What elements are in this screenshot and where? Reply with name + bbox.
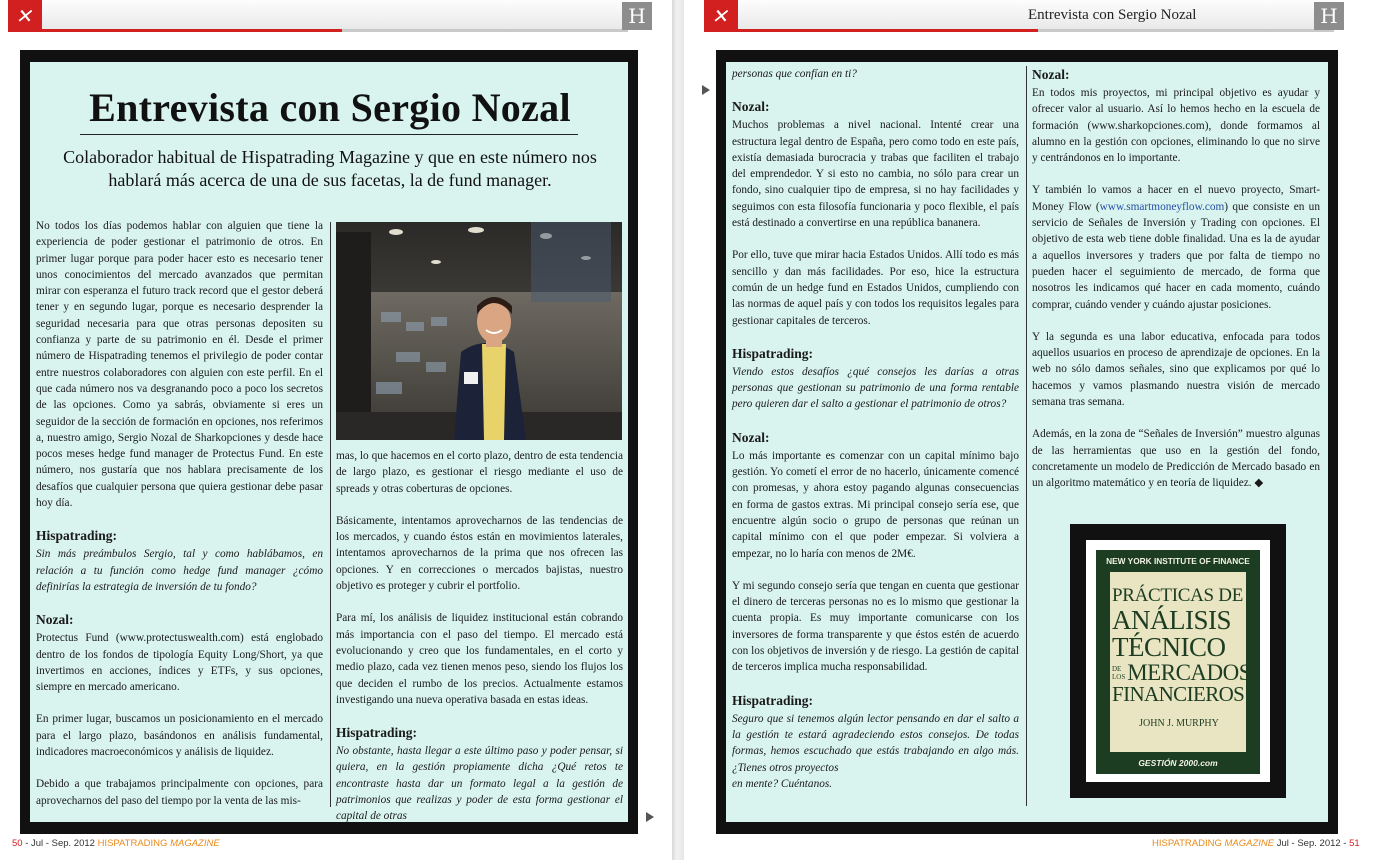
right-page <box>684 0 1375 860</box>
book-cover <box>1096 550 1260 774</box>
right-header <box>704 0 1366 32</box>
prev-page-arrow-icon[interactable] <box>702 85 710 95</box>
question-text: Sin más preámbulos Sergio, tal y como hablábamos, en relación a tu función como hedge fund manager ¿cómo definirías la estrategia de inversión de tu fondo? <box>36 548 323 593</box>
right-column-1 <box>732 66 1019 808</box>
trading-floor-photo <box>336 222 622 440</box>
header-red-line <box>738 29 1038 32</box>
right-footer <box>1152 838 1360 849</box>
page-number: 51 <box>1349 838 1360 849</box>
answer-paragraph: Para mí, los análisis de liquidez institucional están cobrando más importancia con el paso del tiempo. El mercado está evolucionando y creo que los fundamentales, en el corto y medio plazo, cada vez tienen menos peso, siendo los flujos los que deciden el rumbo de los precios. Actualmente estamos investigando una nueva operativa basada en estas ideas. <box>336 612 623 706</box>
logo-icon: ✕ <box>8 0 42 32</box>
interview-photo <box>336 222 622 440</box>
column-divider <box>1026 66 1027 806</box>
book-publisher: NEW YORK INSTITUTE OF FINANCE <box>1096 550 1260 572</box>
question-text: Seguro que si tenemos algún lector pensando en dar el salto a la gestión te estará agradeciendo estos consejos. De todas formas, hemos escuchado que estás trabajando en algo más. ¿Tienes otros proyectos en mente? Cuéntanos. <box>732 712 1019 790</box>
column-divider <box>330 222 331 807</box>
left-header <box>8 0 664 32</box>
h-logo-icon: H <box>622 2 652 30</box>
speaker-label: Nozal: <box>732 429 770 445</box>
left-page <box>0 0 672 860</box>
header-title: Entrevista con Sergio Nozal <box>1028 7 1197 23</box>
answer-paragraph: Debido a que trabajamos principalmente con opciones, para aprovecharnos del paso del tiempo por la venta de las mis- <box>36 778 323 807</box>
book-imprint: GESTIÓN 2000.com <box>1096 752 1260 774</box>
title-rule <box>80 134 578 135</box>
speaker-label: Hispatrading: <box>732 692 814 708</box>
subtitle: Colaborador habitual de Hispatrading Magazine y que en este número nos hablará más acerca de una de sus facetas, la de fund manager. <box>63 147 597 190</box>
answer-paragraph: Muchos problemas a nivel nacional. Intenté crear una estructura legal dentro de España, pero como todo en este país, existía demasiada burocracia y trabas que faciliten el trabajo del emprendedor. Y si esto no cambia, no sólo para crear un fondo, sino cualquier tipo de empresa, si no hay facilidades y seguimos con esta filosofía funcionaria y poco flexible, el país está destinado a convertirse en una república bananera. <box>732 119 1019 230</box>
answer-paragraph: Por ello, tuve que mirar hacia Estados Unidos. Allí todo es más sencillo y dan más facilidades. Por eso, hice la estructura común de un hedge fund en Estados Unidos, cumpliendo con las normas de aquel país y con todos los requisitos legales para gestionar capitales de terceros. <box>732 249 1019 327</box>
intro-paragraph: No todos los días podemos hablar con alguien que tiene la experiencia de poder gestionar el patrimonio de otros. En primer lugar porque para poder hacer esto es necesario tener unos conocimientos del mercado avanzados que permitan mirar con esperanza el futuro track record que el gestor deberá tener y en segundo lugar, porque es necesario desprender la seguridad necesaria para que otras personas depositen su confianza y parte de su patrimonio en él. Desde el primer número de Hispatrading tenemos el privilegio de poder contar entre nuestros colaboradores con alguien con este perfil. En el que cada número nos va desgranando poco a poco los secretos de las opciones. Como ya sabrás, obviamente si eres un seguidor de la sección de formación en opciones, nos referimos a, nuestro amigo, Sergio Nozal de Sharkopciones y desde hace pocos meses hedge fund manager de Protectus Fund. En este número, nos gustaría que nos hablara precisamente de los desafíos que cualquier persona que quiera gestionar debe pasar hoy día. <box>36 220 323 510</box>
page-gutter <box>672 0 684 860</box>
speaker-label: Nozal: <box>36 612 74 628</box>
next-page-arrow-icon[interactable] <box>646 812 654 822</box>
answer-paragraph: En primer lugar, buscamos un posicionamiento en el mercado para el largo plazo, basándonos en análisis fundamental, indicadores macroeconómicos y análisis de liquidez. <box>36 713 323 759</box>
question-text: Viendo estos desafíos ¿qué consejos les darías a otras personas que gestionan su patrimonio de una forma rentable pero quieren dar el salto a gestionar el patrimonio de otros? <box>732 365 1019 411</box>
answer-paragraph: Y la segunda es una labor educativa, enfocada para todos aquellos usuarios en proceso de aprendizaje de opciones. En la web no sólo damos señales, sino que explicamos por qué lo hacemos y vamos plasmando nuestra visión de mercado semana tras semana. <box>1032 330 1320 409</box>
speaker-label: Nozal: <box>732 99 770 115</box>
issue-date: - Jul - Sep. 2012 <box>22 838 98 849</box>
answer-paragraph: Y también lo vamos a hacer en el nuevo proyecto, Smart-Money Flow (www.smartmoneyflow.com) que consiste en un servicio de Señales de Inversión y Trading con opciones. El objetivo de esta web tiene doble finalidad. Una es la de ayudar a aquellos inversores y traders que por falta de tiempo no pueden hacer el seguimiento de mercado, de forma que nosotros les indicamos qué hacer en cada momento, cuándo comprar, cuándo vender y cuándo ajustar posiciones. <box>1032 184 1320 311</box>
question-text: No obstante, hasta llegar a este último paso y poder pensar, si quiera, en la gestión propiamente dicha ¿Qué retos te encontraste hasta dar un formato legal a la gestión de patrimonios que realizas y poder de esta forma gestionar el capital de otras <box>336 745 623 823</box>
smartmoneyflow-link[interactable]: www.smartmoneyflow.com <box>1099 200 1225 213</box>
logo-icon: ✕ <box>704 0 738 32</box>
speaker-label: Hispatrading: <box>36 528 118 544</box>
magazine-name: HISPATRADING MAGAZINE <box>1152 838 1275 849</box>
right-column-2 <box>1032 66 1320 508</box>
book-stripe <box>1096 572 1110 752</box>
speaker-label: Nozal: <box>1032 67 1070 82</box>
answer-paragraph: Básicamente, intentamos aprovecharnos de las tendencias de los mercados, y cuando éstos están en movimientos laterales, intentamos aprovecharnos de la prima que nos ofrecen las opciones. Y en correcciones o mercados bajistas, nuestro objetivo es proteger y cubrir el portfolio. <box>336 514 623 593</box>
issue-date: Jul - Sep. 2012 - <box>1274 838 1350 849</box>
left-column-1 <box>36 218 323 825</box>
speaker-label: Hispatrading: <box>732 345 814 361</box>
question-text: personas que confían en ti? <box>732 68 857 80</box>
page-title: Entrevista con Sergio Nozal <box>89 85 571 130</box>
answer-paragraph: Y mi segundo consejo sería que tengan en cuenta que gestionar el dinero de terceras personas no es lo mismo que gestionar la cuenta propia. Es muy importante comunicarse con los inversores de forma transparente y que éstos estén de acuerdo con los objetivos de inversión y de riesgo. La gestión de capital de terceros implica mucha responsabilidad. <box>732 579 1019 674</box>
answer-paragraph: Además, en la zona de “Señales de Inversión” muestro algunas de las herramientas que uso en la gestión del fondo, concretamente un modelo de Predicción de Mercado basado en un algoritmo matemático y en teoría de liquidez. ◆ <box>1032 428 1320 490</box>
h-logo-icon: H <box>1314 2 1344 30</box>
left-footer <box>12 838 220 849</box>
magazine-name: HISPATRADING MAGAZINE <box>97 838 220 849</box>
book-title: PRÁCTICAS DE ANÁLISIS TÉCNICO DE LOS MERCADOS FINANCIEROS JOHN J. MURPHY <box>1112 585 1252 729</box>
answer-paragraph: mas, lo que hacemos en el corto plazo, dentro de esta tendencia de largo plazo, es gestionar el riesgo mediante el uso de spreads y otras coberturas de opciones. <box>336 450 623 495</box>
answer-paragraph: Lo más importante es comenzar con un capital mínimo bajo gestión. Yo cometí el error de no hacerlo, únicamente comencé con promesas, y ahora estoy pagando algunas consecuencias en forma de gastos extras. Mi principal consejo sería ese, que encuentre algún socio o grupo de personas que reúnan un capital mínimo con el que poder empezar. Si volviera a empezar, no lo haría con menos de 2M€. <box>732 449 1019 560</box>
left-column-2 <box>336 448 623 841</box>
header-bar <box>42 0 628 32</box>
answer-paragraph: Protectus Fund (www.protectuswealth.com) está englobado dentro de los fondos de tipología Equity Long/Short, ya que invertimos en acciones, índices y ETFs, y sus opciones, siempre en mercado americano. <box>36 632 323 694</box>
answer-paragraph: En todos mis proyectos, mi principal objetivo es ayudar y ofrecer valor al usuario. Así lo hemos hecho en la escuela de formación (www.sharkopciones.com), donde formamos al alumno en la gestión con opciones, eliminando lo que no sirve y centrándonos en lo importante. <box>1032 87 1320 165</box>
speaker-label: Hispatrading: <box>336 725 418 741</box>
page-number: 50 <box>12 838 23 849</box>
header-red-line <box>42 29 342 32</box>
